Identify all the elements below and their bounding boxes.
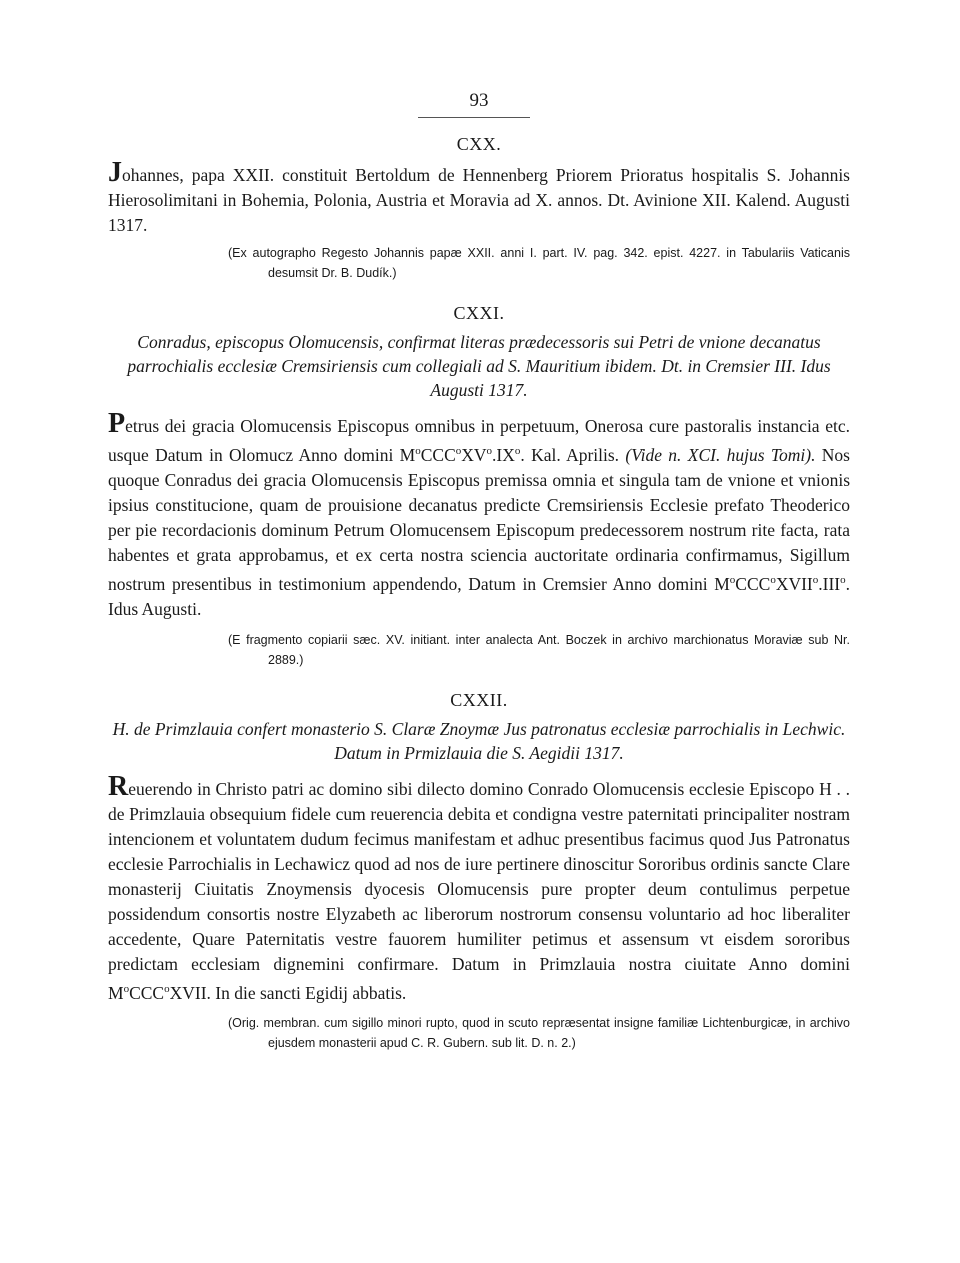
cxxi-date-2: XV: [461, 444, 487, 465]
superscript-o: o: [486, 445, 493, 457]
initial-letter-p: P: [108, 408, 126, 439]
document-cxxi-text: [108, 408, 850, 622]
superscript-o: o: [455, 445, 462, 457]
cxxi-date-5: XVII: [775, 573, 813, 594]
document-page: [108, 88, 850, 1053]
superscript-o: o: [770, 573, 776, 586]
superscript-o: o: [729, 573, 736, 586]
document-cxxii-summary: H. de Primzlauia confert monasterio S. Claræ Znoymæ Jus patronatus ecclesiæ parrochialis in Lechwic. Datum in Prmizlauia die S. Aegidii 1317.: [112, 718, 846, 763]
cxxi-text-a: etrus dei gracia Olomucensis Episcopus omnibus in perpetuum, Onerosa cure pastoralis instancia etc. usque Datum in Olomucz Anno domini M: [108, 416, 850, 465]
initial-letter-j: J: [108, 157, 122, 188]
document-number-cxxii: CXXII.: [450, 689, 508, 710]
cxxi-text-b: . Kal. Aprilis.: [520, 444, 626, 465]
document-number-cxxi: CXXI.: [453, 303, 505, 323]
cxxii-text-b: . In die sancti Egidij abbatis.: [206, 982, 407, 1003]
document-number-cxx: CXX.: [456, 134, 502, 154]
document-cxxi: [108, 303, 850, 670]
page-number: 93: [469, 90, 489, 111]
cxxi-text-d: . Idus Augusti.: [108, 573, 850, 619]
superscript-o: o: [415, 445, 421, 457]
cxxi-text-c: Nos quoque Conradus dei gracia Olomucensis Episcopus premissa omnia et singula tam de vnione et vnionis ipsius constitucione, quam de prouisione decanatus predicte Cremsiriensis Ecclesie prefato Theoderico per pie recordacionis dominum Petrum Olomucensem Episcopum predecessorem nostrum rite facta, rata habentes et grata approbamus, et ex certa nostra sciencia auctoritate ordinaria confirmamus, Sigillum nostrum presentibus in testimonium appendendo, Datum in Cremsier Anno domini M: [108, 444, 850, 594]
cxxi-date-4: CCC: [735, 573, 771, 594]
document-cxxi-summary: Conradus, episcopus Olomucensis, confirmat literas prædecessoris sui Petri de vnione decanatus parrochialis ecclesiæ Cremsiriensis cum collegiali ad S. Mauritium ibidem. Dt. in Cremsier III. Idus Augusti 1317.: [127, 332, 831, 400]
cross-reference: (Vide n. XCI. hujus Tomi).: [625, 444, 816, 465]
document-cxx-summary: [108, 157, 850, 238]
document-cxxii: [108, 690, 850, 1054]
document-cxxii-text: [108, 770, 850, 1006]
cxxii-date-1: CCC: [129, 982, 165, 1003]
source-note-cxx: (Ex autographo Regesto Johannis papæ XXII. anni I. part. IV. pag. 342. epist. 4227. in Tabulariis Vaticanis desumsit Dr. B. Dudík.): [228, 246, 850, 280]
cxxi-date-6: .III: [818, 573, 841, 594]
initial-letter-r: R: [108, 770, 129, 802]
superscript-o: o: [123, 982, 130, 995]
source-note-cxxi: (E fragmento copiarii sæc. XV. initiant. inter analecta Ant. Boczek in archivo marchionatus Moraviæ sub Nr. 2889.): [228, 632, 850, 667]
superscript-o: o: [514, 445, 521, 457]
cxxi-date-3: .IX: [492, 444, 515, 465]
superscript-o: o: [840, 573, 846, 586]
superscript-o: o: [164, 982, 170, 995]
superscript-o: o: [812, 573, 819, 586]
cxxi-date-1: CCC: [420, 444, 456, 465]
document-cxx: [108, 134, 850, 283]
source-note-cxxii: (Orig. membran. cum sigillo minori rupto, quod in scuto repræsentat insigne familiæ Lichtenburgicæ, in archivo ejusdem monasterii apud C. R. Gubern. sub lit. D. n. 2.): [228, 1016, 850, 1051]
cxxii-text-a: euerendo in Christo patri ac domino sibi dilecto domino Conrado Olomucensis ecclesie Episcopo H . . de Primzlauia obsequium fidele cum reuerencia debita et condigna vestre paternitati principaliter nostram intencionem et voluntatem dudum fecimus manifestam et adhuc presentibus facimus quod Jus Patronatus ecclesie Parrochialis in Lechawicz quod ad nos de iure pertinere dinoscitur Sororibus ordinis sancte Clare monasterij Ciuitatis Znoymensis dyocesis Olomucensis pure propter deum contulimus perpetue possidendum consortis nostre Elyzabeth ac liberorum nostrorum consensu voluntario ad hoc liberaliter accedente, Quare Paternitatis vestre fauorem humiliter petimus et assensum vt eisdem sororibus predictam ecclesiam dignemini confirmare. Datum in Primzlauia nostra ciuitate Anno domini M: [108, 778, 850, 1003]
cxxii-date-2: XVII: [169, 982, 207, 1003]
document-cxx-text: ohannes, papa XXII. constituit Bertoldum de Hennenberg Priorem Prioratus hospitalis S. Johannis Hierosolimitani in Bohemia, Polonia, Austria et Moravia ad X. annos. Dt. Avinione XII. Kalend. Augusti 1317.: [108, 165, 850, 235]
